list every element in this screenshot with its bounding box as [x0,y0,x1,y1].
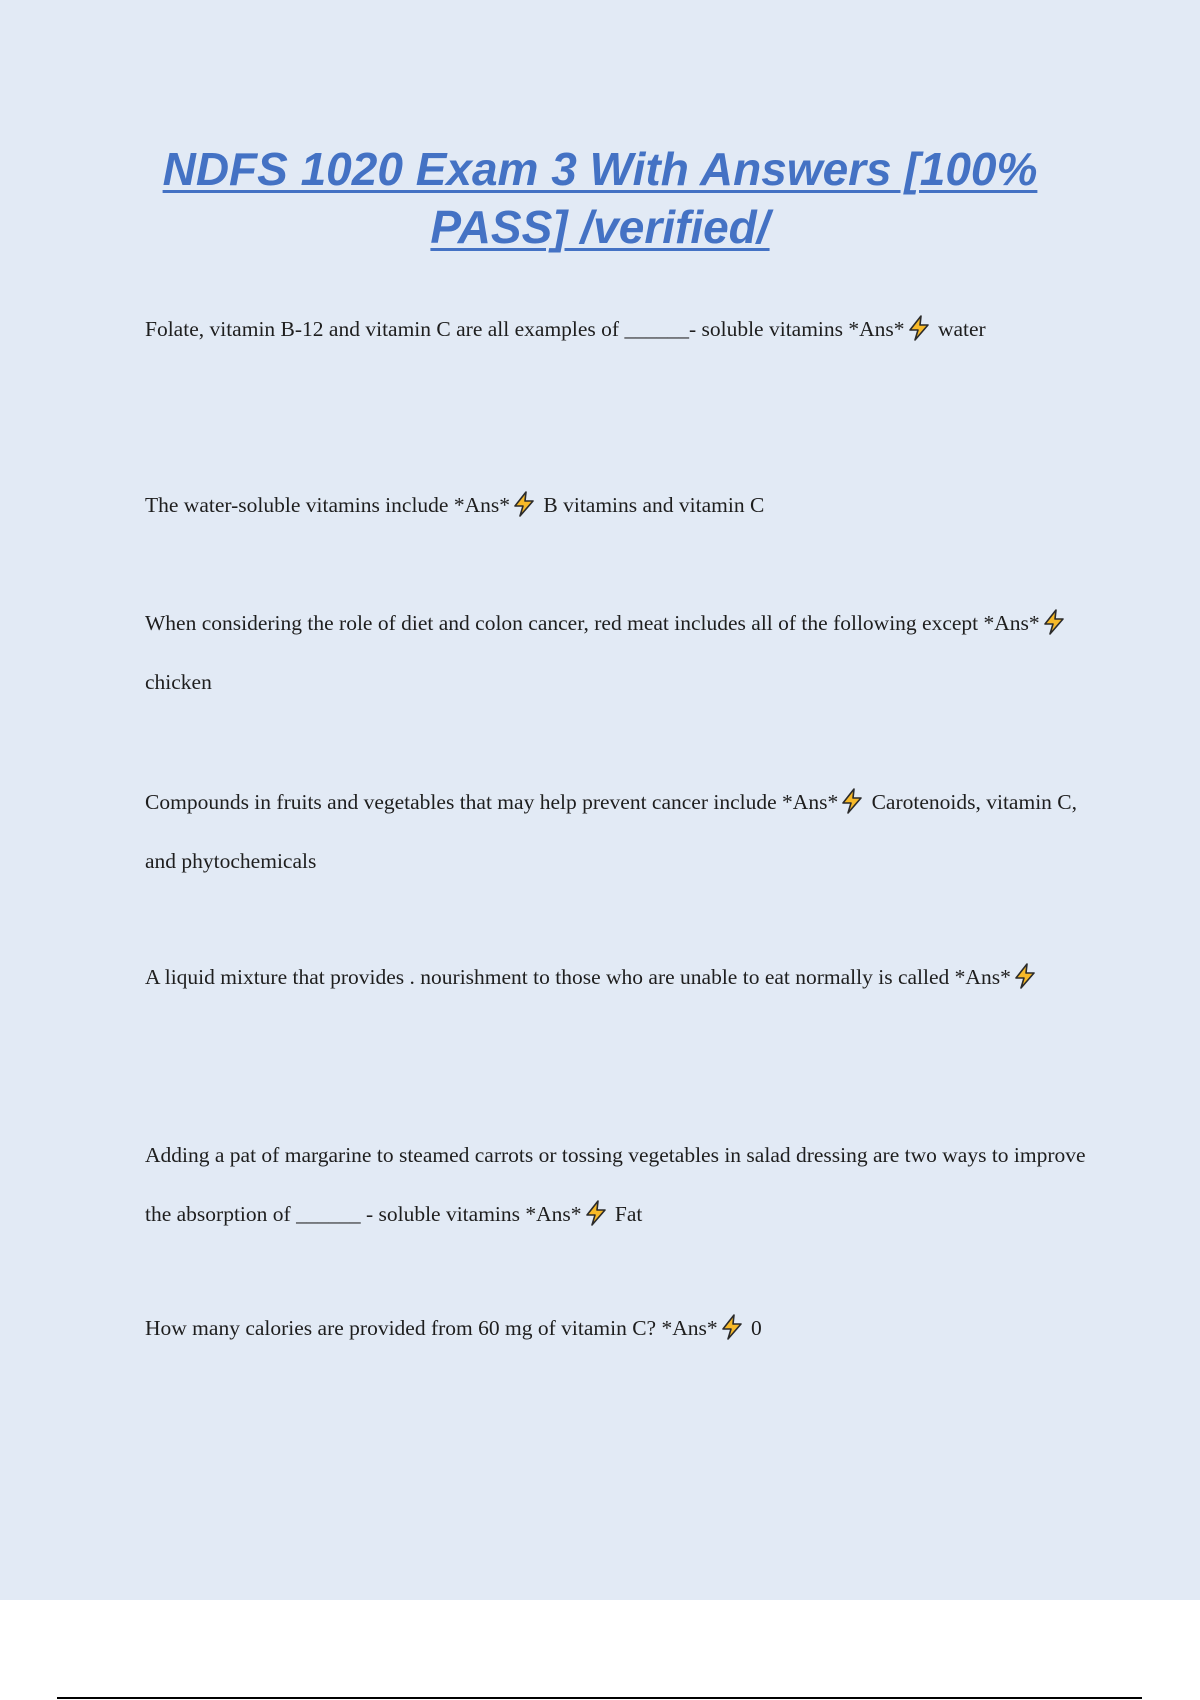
lightning-bolt-icon [906,314,932,342]
qa-item [145,300,1095,359]
footer-divider [57,1697,1142,1699]
answer-marker: *Ans* [983,611,1040,635]
qa-item [145,1126,1095,1244]
answer-marker: *Ans* [525,1202,582,1226]
question-text: The water-soluble vitamins include [145,493,449,517]
answer-marker: *Ans* [661,1316,718,1340]
lightning-bolt-icon [583,1199,609,1227]
question-text: Compounds in fruits and vegetables that may help prevent cancer include [145,790,777,814]
document-title: NDFS 1020 Exam 3 With Answers [100% PASS] /verified/ [162,143,1038,253]
question-text: Folate, vitamin B-12 and vitamin C are all examples of ______- soluble vitamins [145,317,844,341]
lightning-bolt-icon [719,1313,745,1341]
answer-text: B vitamins and vitamin C [543,493,765,517]
answer-text: water [937,317,986,341]
answer-text: Fat [614,1202,643,1226]
answer-text: Carotenoids, vitamin C, and phytochemicals [145,790,1078,873]
lightning-bolt-icon [839,787,865,815]
question-text: When considering the role of diet and colon cancer, red meat includes all of the following except [145,611,979,635]
lightning-bolt-icon [511,490,537,518]
answer-marker: *Ans* [954,965,1011,989]
qa-item [145,773,1095,891]
question-text: A liquid mixture that provides . nourishment to those who are unable to eat normally is called [145,965,950,989]
lightning-bolt-icon [1041,608,1067,636]
answer-marker: *Ans* [848,317,905,341]
qa-item [145,1299,1095,1358]
question-text: How many calories are provided from 60 mg of vitamin C? [145,1316,657,1340]
answer-marker: *Ans* [782,790,839,814]
qa-item [145,594,1095,712]
answer-text: 0 [751,1316,762,1340]
lightning-bolt-icon [1012,962,1038,990]
answer-marker: *Ans* [453,493,510,517]
answer-text: chicken [145,670,212,694]
qa-item [145,476,1095,535]
question-text: Adding a pat of margarine to steamed carrots or tossing vegetables in salad dressing are two ways to improve the absorption of ______ - soluble vitamins [145,1143,1086,1226]
qa-item [145,948,1095,1007]
